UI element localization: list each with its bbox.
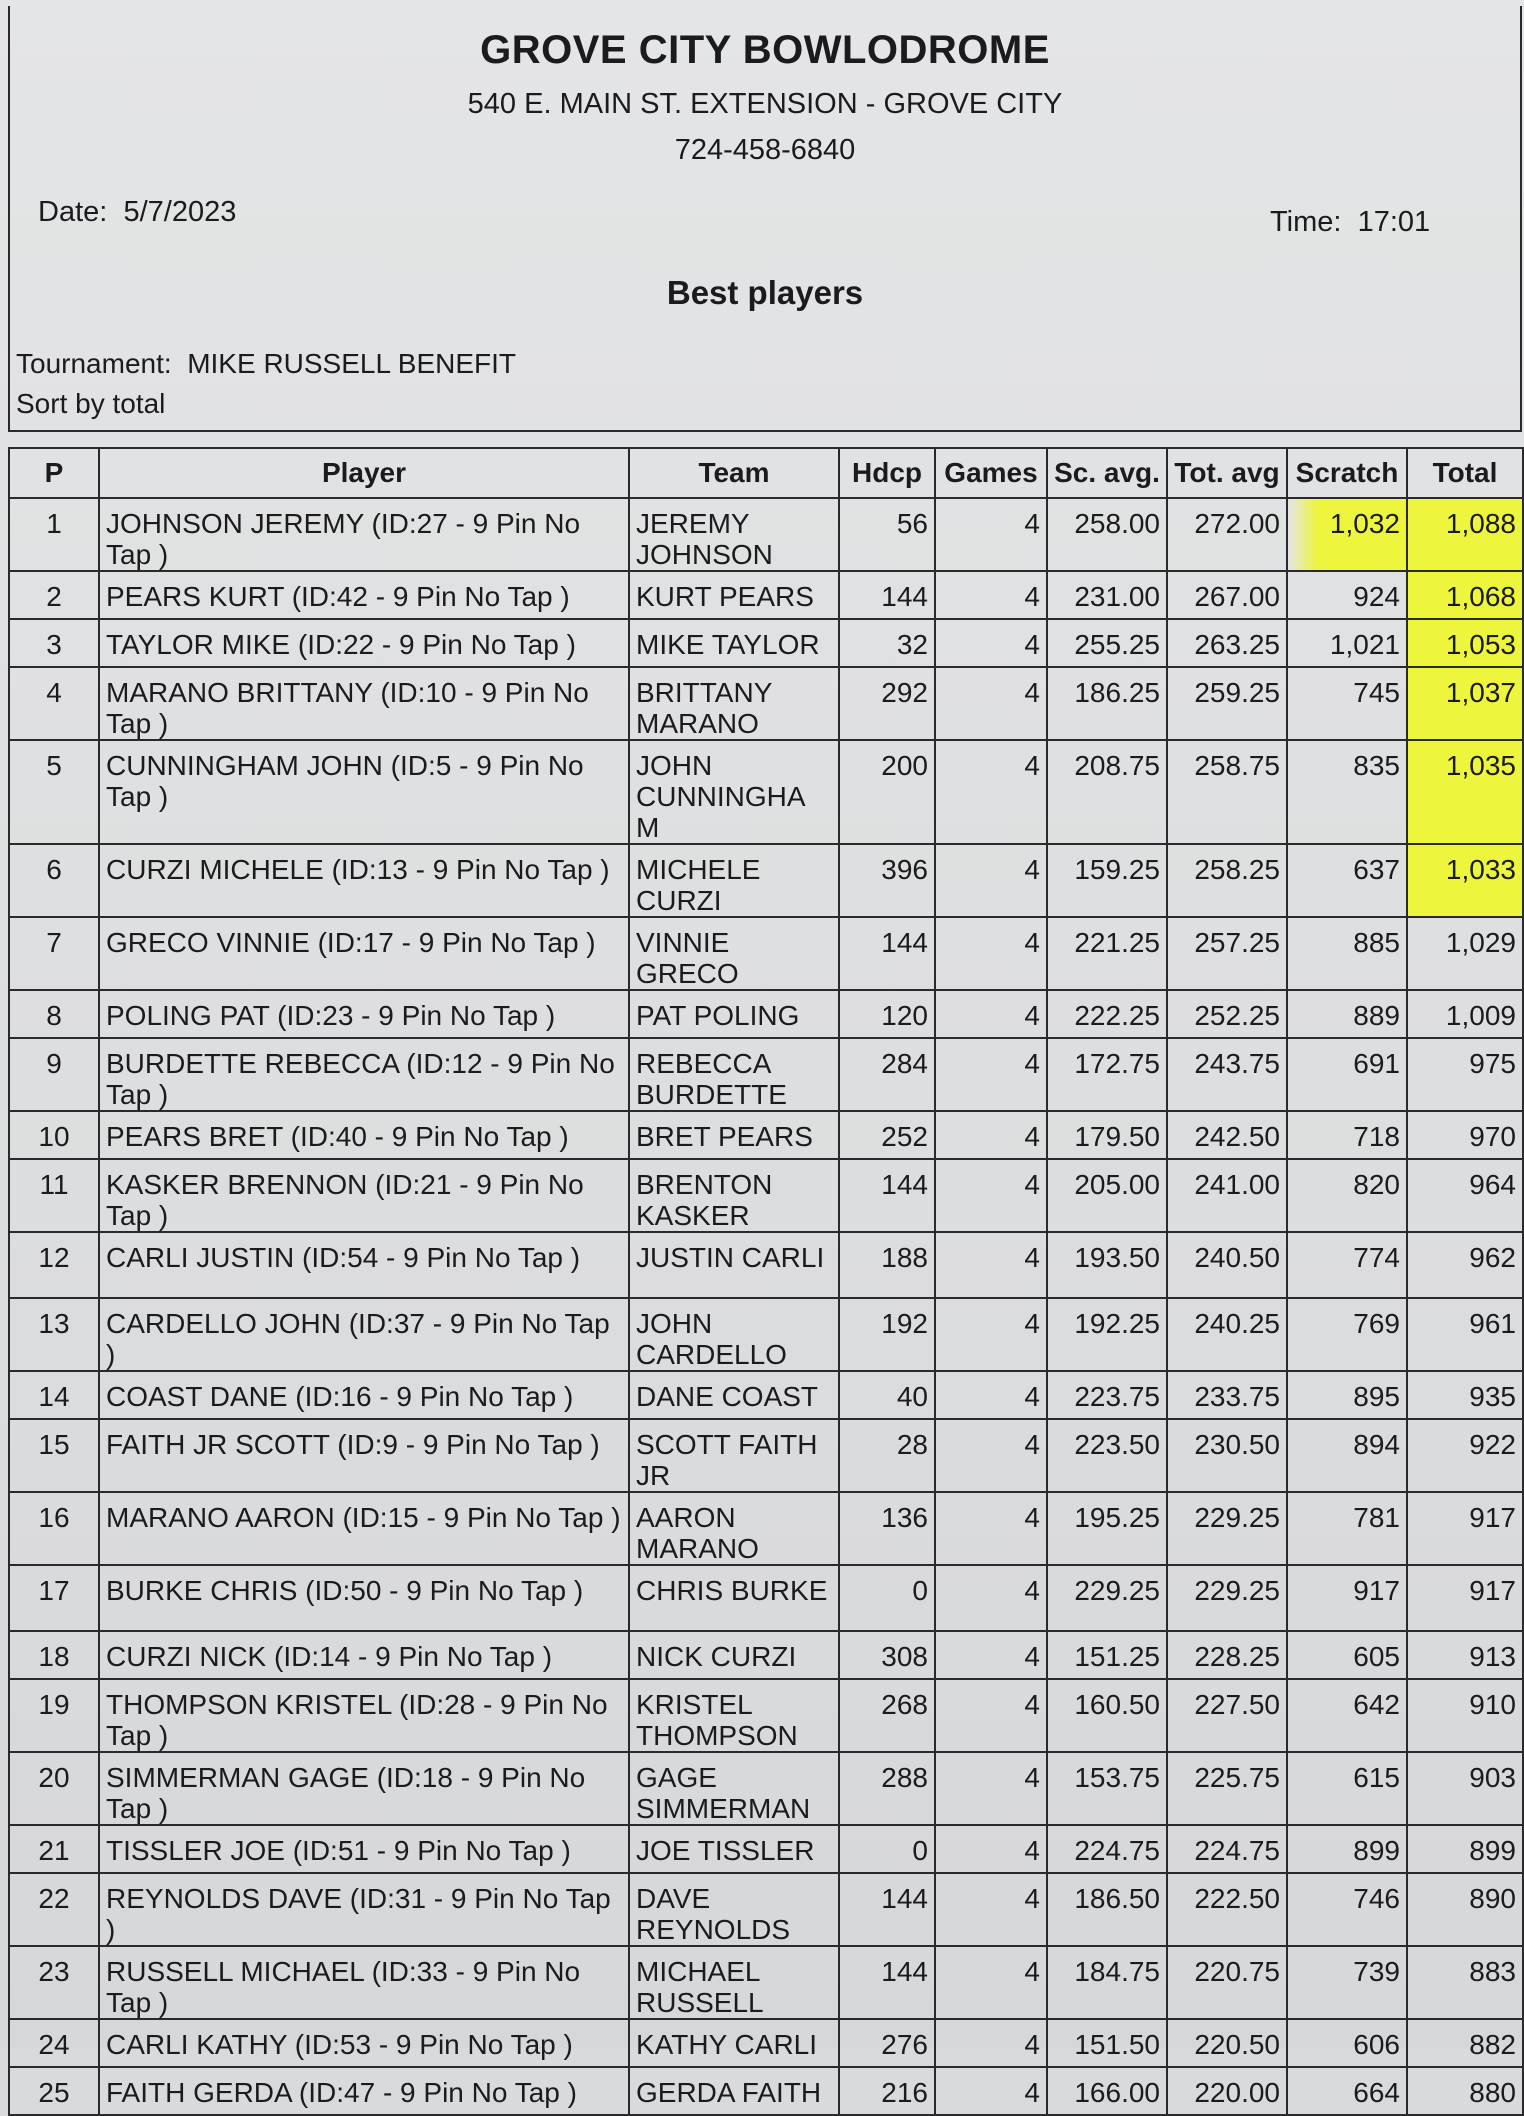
- scratch-cell: 664: [1287, 2067, 1407, 2115]
- hdcp-cell: 396: [839, 844, 935, 917]
- total-cell: 1,068: [1407, 571, 1523, 619]
- player-cell: BURDETTE REBECCA (ID:12 - 9 Pin No Tap ): [99, 1038, 629, 1111]
- tot-avg-cell: 243.75: [1167, 1038, 1287, 1111]
- hdcp-cell: 0: [839, 1565, 935, 1631]
- total-cell: 964: [1407, 1159, 1523, 1232]
- company-name: GROVE CITY BOWLODROME: [480, 28, 1050, 72]
- team-cell: JEREMY JOHNSON: [629, 498, 839, 571]
- hdcp-cell: 28: [839, 1419, 935, 1492]
- player-cell: POLING PAT (ID:23 - 9 Pin No Tap ): [99, 990, 629, 1038]
- games-cell: 4: [935, 2067, 1047, 2115]
- scratch-cell: 835: [1287, 740, 1407, 844]
- hdcp-cell: 0: [839, 1825, 935, 1873]
- position-cell: 13: [9, 1298, 99, 1371]
- hdcp-cell: 276: [839, 2019, 935, 2067]
- team-cell: KRISTEL THOMPSON: [629, 1679, 839, 1752]
- position-cell: 18: [9, 1631, 99, 1679]
- table-row: [9, 1752, 1523, 1825]
- scratch-cell: 885: [1287, 917, 1407, 990]
- tot-avg-cell: 258.25: [1167, 844, 1287, 917]
- sc-avg-cell: 223.75: [1047, 1371, 1167, 1419]
- player-cell: RUSSELL MICHAEL (ID:33 - 9 Pin No Tap ): [99, 1946, 629, 2019]
- hdcp-cell: 136: [839, 1492, 935, 1565]
- hdcp-cell: 188: [839, 1232, 935, 1298]
- games-cell: 4: [935, 1419, 1047, 1492]
- hdcp-cell: 200: [839, 740, 935, 844]
- hdcp-cell: 216: [839, 2067, 935, 2115]
- position-cell: 7: [9, 917, 99, 990]
- total-cell: 962: [1407, 1232, 1523, 1298]
- games-cell: 4: [935, 1679, 1047, 1752]
- table-row: [9, 2067, 1523, 2115]
- position-cell: 19: [9, 1679, 99, 1752]
- team-cell: SCOTT FAITH JR: [629, 1419, 839, 1492]
- games-cell: 4: [935, 498, 1047, 571]
- sc-avg-cell: 208.75: [1047, 740, 1167, 844]
- sc-avg-cell: 184.75: [1047, 1946, 1167, 2019]
- date-label: Date:: [38, 196, 108, 228]
- games-cell: 4: [935, 1371, 1047, 1419]
- tot-avg-cell: 225.75: [1167, 1752, 1287, 1825]
- table-row: [9, 571, 1523, 619]
- player-cell: BURKE CHRIS (ID:50 - 9 Pin No Tap ): [99, 1565, 629, 1631]
- scratch-cell: 917: [1287, 1565, 1407, 1631]
- sc-avg-cell: 255.25: [1047, 619, 1167, 667]
- player-cell: CURZI NICK (ID:14 - 9 Pin No Tap ): [99, 1631, 629, 1679]
- total-cell: 970: [1407, 1111, 1523, 1159]
- scratch-cell: 769: [1287, 1298, 1407, 1371]
- games-cell: 4: [935, 1159, 1047, 1232]
- sc-avg-cell: 151.25: [1047, 1631, 1167, 1679]
- total-cell: 880: [1407, 2067, 1523, 2115]
- hdcp-cell: 292: [839, 667, 935, 740]
- hdcp-cell: 144: [839, 1159, 935, 1232]
- position-cell: 11: [9, 1159, 99, 1232]
- position-cell: 4: [9, 667, 99, 740]
- tot-avg-cell: 227.50: [1167, 1679, 1287, 1752]
- sc-avg-cell: 205.00: [1047, 1159, 1167, 1232]
- tot-avg-cell: 220.50: [1167, 2019, 1287, 2067]
- total-cell: 1,035: [1407, 740, 1523, 844]
- player-cell: CARLI KATHY (ID:53 - 9 Pin No Tap ): [99, 2019, 629, 2067]
- tot-avg-cell: 272.00: [1167, 498, 1287, 571]
- hdcp-cell: 40: [839, 1371, 935, 1419]
- scratch-cell: 889: [1287, 990, 1407, 1038]
- games-cell: 4: [935, 1631, 1047, 1679]
- table-row: [9, 1946, 1523, 2019]
- hdcp-cell: 56: [839, 498, 935, 571]
- table-row: [9, 1679, 1523, 1752]
- tot-avg-cell: 240.25: [1167, 1298, 1287, 1371]
- position-cell: 24: [9, 2019, 99, 2067]
- position-cell: 6: [9, 844, 99, 917]
- total-cell: 903: [1407, 1752, 1523, 1825]
- total-cell: 961: [1407, 1298, 1523, 1371]
- table-row: [9, 844, 1523, 917]
- hdcp-cell: 144: [839, 1946, 935, 2019]
- column-header-scratch: Scratch: [1287, 448, 1407, 498]
- total-cell: 899: [1407, 1825, 1523, 1873]
- team-cell: GERDA FAITH: [629, 2067, 839, 2115]
- column-header-hdcp: Hdcp: [839, 448, 935, 498]
- table-row: [9, 2019, 1523, 2067]
- table-row: [9, 1419, 1523, 1492]
- player-cell: THOMPSON KRISTEL (ID:28 - 9 Pin No Tap ): [99, 1679, 629, 1752]
- table-row: [9, 1232, 1523, 1298]
- sc-avg-cell: 166.00: [1047, 2067, 1167, 2115]
- position-cell: 9: [9, 1038, 99, 1111]
- scratch-cell: 1,021: [1287, 619, 1407, 667]
- time-label: Time:: [1270, 206, 1342, 238]
- team-cell: NICK CURZI: [629, 1631, 839, 1679]
- table-row: [9, 1873, 1523, 1946]
- games-cell: 4: [935, 844, 1047, 917]
- team-cell: DANE COAST: [629, 1371, 839, 1419]
- scratch-cell: 642: [1287, 1679, 1407, 1752]
- report-time: [1270, 206, 1430, 239]
- position-cell: 2: [9, 571, 99, 619]
- tot-avg-cell: 222.50: [1167, 1873, 1287, 1946]
- tot-avg-cell: 252.25: [1167, 990, 1287, 1038]
- team-cell: KATHY CARLI: [629, 2019, 839, 2067]
- team-cell: MICHAEL RUSSELL: [629, 1946, 839, 2019]
- table-row: [9, 667, 1523, 740]
- games-cell: 4: [935, 1298, 1047, 1371]
- games-cell: 4: [935, 2019, 1047, 2067]
- table-row: [9, 619, 1523, 667]
- total-cell: 922: [1407, 1419, 1523, 1492]
- total-cell: 917: [1407, 1565, 1523, 1631]
- sc-avg-cell: 222.25: [1047, 990, 1167, 1038]
- scratch-cell: 637: [1287, 844, 1407, 917]
- tot-avg-cell: 220.00: [1167, 2067, 1287, 2115]
- sc-avg-cell: 179.50: [1047, 1111, 1167, 1159]
- games-cell: 4: [935, 1038, 1047, 1111]
- tot-avg-cell: 230.50: [1167, 1419, 1287, 1492]
- table-row: [9, 1565, 1523, 1631]
- player-cell: MARANO BRITTANY (ID:10 - 9 Pin No Tap ): [99, 667, 629, 740]
- games-cell: 4: [935, 740, 1047, 844]
- sc-avg-cell: 159.25: [1047, 844, 1167, 917]
- tot-avg-cell: 259.25: [1167, 667, 1287, 740]
- team-cell: BRET PEARS: [629, 1111, 839, 1159]
- games-cell: 4: [935, 1111, 1047, 1159]
- table-row: [9, 498, 1523, 571]
- table-row: [9, 1159, 1523, 1232]
- table-row: [9, 1111, 1523, 1159]
- position-cell: 10: [9, 1111, 99, 1159]
- sc-avg-cell: 195.25: [1047, 1492, 1167, 1565]
- tot-avg-cell: 220.75: [1167, 1946, 1287, 2019]
- sort-order: Sort by total: [16, 388, 166, 419]
- tot-avg-cell: 228.25: [1167, 1631, 1287, 1679]
- column-header-position: P: [9, 448, 99, 498]
- position-cell: 1: [9, 498, 99, 571]
- games-cell: 4: [935, 1232, 1047, 1298]
- games-cell: 4: [935, 1873, 1047, 1946]
- team-cell: PAT POLING: [629, 990, 839, 1038]
- table-row: [9, 1038, 1523, 1111]
- position-cell: 16: [9, 1492, 99, 1565]
- team-cell: CHRIS BURKE: [629, 1565, 839, 1631]
- scratch-cell: 781: [1287, 1492, 1407, 1565]
- sc-avg-cell: 223.50: [1047, 1419, 1167, 1492]
- position-cell: 8: [9, 990, 99, 1038]
- scratch-cell: 718: [1287, 1111, 1407, 1159]
- team-cell: REBECCA BURDETTE: [629, 1038, 839, 1111]
- hdcp-cell: 268: [839, 1679, 935, 1752]
- column-header-player: Player: [99, 448, 629, 498]
- column-header-total: Total: [1407, 448, 1523, 498]
- games-cell: 4: [935, 667, 1047, 740]
- hdcp-cell: 308: [839, 1631, 935, 1679]
- team-cell: DAVE REYNOLDS: [629, 1873, 839, 1946]
- column-header-tot-avg: Tot. avg: [1167, 448, 1287, 498]
- position-cell: 3: [9, 619, 99, 667]
- table-header-row: [9, 448, 1523, 498]
- company-phone: 724-458-6840: [674, 134, 856, 166]
- position-cell: 22: [9, 1873, 99, 1946]
- player-cell: SIMMERMAN GAGE (ID:18 - 9 Pin No Tap ): [99, 1752, 629, 1825]
- scratch-cell: 774: [1287, 1232, 1407, 1298]
- total-cell: 917: [1407, 1492, 1523, 1565]
- total-cell: 1,033: [1407, 844, 1523, 917]
- position-cell: 20: [9, 1752, 99, 1825]
- report-date: [38, 196, 236, 229]
- tot-avg-cell: 267.00: [1167, 571, 1287, 619]
- scratch-cell: 894: [1287, 1419, 1407, 1492]
- player-cell: CUNNINGHAM JOHN (ID:5 - 9 Pin No Tap ): [99, 740, 629, 844]
- player-cell: COAST DANE (ID:16 - 9 Pin No Tap ): [99, 1371, 629, 1419]
- team-cell: BRITTANY MARANO: [629, 667, 839, 740]
- tot-avg-cell: 224.75: [1167, 1825, 1287, 1873]
- tot-avg-cell: 257.25: [1167, 917, 1287, 990]
- scratch-cell: 615: [1287, 1752, 1407, 1825]
- date-value: 5/7/2023: [123, 196, 237, 228]
- games-cell: 4: [935, 619, 1047, 667]
- total-cell: 882: [1407, 2019, 1523, 2067]
- player-cell: CARDELLO JOHN (ID:37 - 9 Pin No Tap ): [99, 1298, 629, 1371]
- player-cell: JOHNSON JEREMY (ID:27 - 9 Pin No Tap ): [99, 498, 629, 571]
- table-row: [9, 1298, 1523, 1371]
- column-header-games: Games: [935, 448, 1047, 498]
- scratch-cell: 899: [1287, 1825, 1407, 1873]
- company-address: 540 E. MAIN ST. EXTENSION - GROVE CITY: [467, 88, 1063, 120]
- column-header-team: Team: [629, 448, 839, 498]
- team-cell: MICHELE CURZI: [629, 844, 839, 917]
- table-row: [9, 917, 1523, 990]
- total-cell: 1,088: [1407, 498, 1523, 571]
- tournament-name: MIKE RUSSELL BENEFIT: [187, 348, 517, 379]
- position-cell: 17: [9, 1565, 99, 1631]
- total-cell: 975: [1407, 1038, 1523, 1111]
- scratch-cell: 745: [1287, 667, 1407, 740]
- sc-avg-cell: 192.25: [1047, 1298, 1167, 1371]
- table-row: [9, 1825, 1523, 1873]
- sc-avg-cell: 151.50: [1047, 2019, 1167, 2067]
- position-cell: 14: [9, 1371, 99, 1419]
- player-cell: FAITH GERDA (ID:47 - 9 Pin No Tap ): [99, 2067, 629, 2115]
- scratch-cell: 746: [1287, 1873, 1407, 1946]
- scratch-cell: 691: [1287, 1038, 1407, 1111]
- sc-avg-cell: 153.75: [1047, 1752, 1167, 1825]
- sc-avg-cell: 231.00: [1047, 571, 1167, 619]
- tot-avg-cell: 240.50: [1167, 1232, 1287, 1298]
- hdcp-cell: 288: [839, 1752, 935, 1825]
- player-cell: PEARS BRET (ID:40 - 9 Pin No Tap ): [99, 1111, 629, 1159]
- sc-avg-cell: 229.25: [1047, 1565, 1167, 1631]
- tot-avg-cell: 242.50: [1167, 1111, 1287, 1159]
- sc-avg-cell: 221.25: [1047, 917, 1167, 990]
- position-cell: 15: [9, 1419, 99, 1492]
- hdcp-cell: 120: [839, 990, 935, 1038]
- games-cell: 4: [935, 1825, 1047, 1873]
- player-cell: CARLI JUSTIN (ID:54 - 9 Pin No Tap ): [99, 1232, 629, 1298]
- tot-avg-cell: 229.25: [1167, 1492, 1287, 1565]
- total-cell: 883: [1407, 1946, 1523, 2019]
- team-cell: GAGE SIMMERMAN: [629, 1752, 839, 1825]
- tot-avg-cell: 233.75: [1167, 1371, 1287, 1419]
- sc-avg-cell: 186.50: [1047, 1873, 1167, 1946]
- position-cell: 23: [9, 1946, 99, 2019]
- tot-avg-cell: 241.00: [1167, 1159, 1287, 1232]
- tot-avg-cell: 258.75: [1167, 740, 1287, 844]
- table-row: [9, 1492, 1523, 1565]
- scratch-cell: 924: [1287, 571, 1407, 619]
- table-row: [9, 740, 1523, 844]
- games-cell: 4: [935, 990, 1047, 1038]
- team-cell: BRENTON KASKER: [629, 1159, 839, 1232]
- player-cell: REYNOLDS DAVE (ID:31 - 9 Pin No Tap ): [99, 1873, 629, 1946]
- total-cell: 913: [1407, 1631, 1523, 1679]
- team-cell: MIKE TAYLOR: [629, 619, 839, 667]
- total-cell: 1,037: [1407, 667, 1523, 740]
- scratch-cell: 820: [1287, 1159, 1407, 1232]
- sc-avg-cell: 224.75: [1047, 1825, 1167, 1873]
- player-cell: PEARS KURT (ID:42 - 9 Pin No Tap ): [99, 571, 629, 619]
- total-cell: 890: [1407, 1873, 1523, 1946]
- team-cell: KURT PEARS: [629, 571, 839, 619]
- tot-avg-cell: 263.25: [1167, 619, 1287, 667]
- hdcp-cell: 144: [839, 571, 935, 619]
- team-cell: JOHN CUNNINGHA M: [629, 740, 839, 844]
- scratch-cell: 606: [1287, 2019, 1407, 2067]
- total-cell: 1,009: [1407, 990, 1523, 1038]
- player-cell: KASKER BRENNON (ID:21 - 9 Pin No Tap ): [99, 1159, 629, 1232]
- scratch-cell: 1,032: [1287, 498, 1407, 571]
- total-cell: 1,029: [1407, 917, 1523, 990]
- position-cell: 25: [9, 2067, 99, 2115]
- tot-avg-cell: 229.25: [1167, 1565, 1287, 1631]
- hdcp-cell: 144: [839, 917, 935, 990]
- player-cell: TISSLER JOE (ID:51 - 9 Pin No Tap ): [99, 1825, 629, 1873]
- scratch-cell: 605: [1287, 1631, 1407, 1679]
- position-cell: 5: [9, 740, 99, 844]
- position-cell: 21: [9, 1825, 99, 1873]
- hdcp-cell: 252: [839, 1111, 935, 1159]
- player-cell: GRECO VINNIE (ID:17 - 9 Pin No Tap ): [99, 917, 629, 990]
- team-cell: VINNIE GRECO: [629, 917, 839, 990]
- sc-avg-cell: 160.50: [1047, 1679, 1167, 1752]
- team-cell: JOHN CARDELLO: [629, 1298, 839, 1371]
- hdcp-cell: 192: [839, 1298, 935, 1371]
- hdcp-cell: 144: [839, 1873, 935, 1946]
- column-header-sc-avg: Sc. avg.: [1047, 448, 1167, 498]
- time-value: 17:01: [1357, 206, 1431, 238]
- scratch-cell: 739: [1287, 1946, 1407, 2019]
- player-cell: FAITH JR SCOTT (ID:9 - 9 Pin No Tap ): [99, 1419, 629, 1492]
- games-cell: 4: [935, 1565, 1047, 1631]
- player-cell: CURZI MICHELE (ID:13 - 9 Pin No Tap ): [99, 844, 629, 917]
- games-cell: 4: [935, 917, 1047, 990]
- games-cell: 4: [935, 1492, 1047, 1565]
- games-cell: 4: [935, 571, 1047, 619]
- total-cell: 935: [1407, 1371, 1523, 1419]
- tournament-label: Tournament:: [16, 348, 172, 379]
- report-title: Best players: [666, 274, 864, 311]
- player-cell: TAYLOR MIKE (ID:22 - 9 Pin No Tap ): [99, 619, 629, 667]
- sc-avg-cell: 172.75: [1047, 1038, 1167, 1111]
- games-cell: 4: [935, 1946, 1047, 2019]
- team-cell: AARON MARANO: [629, 1492, 839, 1565]
- sc-avg-cell: 186.25: [1047, 667, 1167, 740]
- table-row: [9, 1371, 1523, 1419]
- table-row: [9, 990, 1523, 1038]
- position-cell: 12: [9, 1232, 99, 1298]
- tournament-line: [16, 348, 516, 380]
- hdcp-cell: 32: [839, 619, 935, 667]
- scratch-cell: 895: [1287, 1371, 1407, 1419]
- table-row: [9, 1631, 1523, 1679]
- player-cell: MARANO AARON (ID:15 - 9 Pin No Tap ): [99, 1492, 629, 1565]
- games-cell: 4: [935, 1752, 1047, 1825]
- team-cell: JUSTIN CARLI: [629, 1232, 839, 1298]
- total-cell: 1,053: [1407, 619, 1523, 667]
- sc-avg-cell: 193.50: [1047, 1232, 1167, 1298]
- sc-avg-cell: 258.00: [1047, 498, 1167, 571]
- team-cell: JOE TISSLER: [629, 1825, 839, 1873]
- total-cell: 910: [1407, 1679, 1523, 1752]
- results-table: [8, 447, 1524, 2116]
- hdcp-cell: 284: [839, 1038, 935, 1111]
